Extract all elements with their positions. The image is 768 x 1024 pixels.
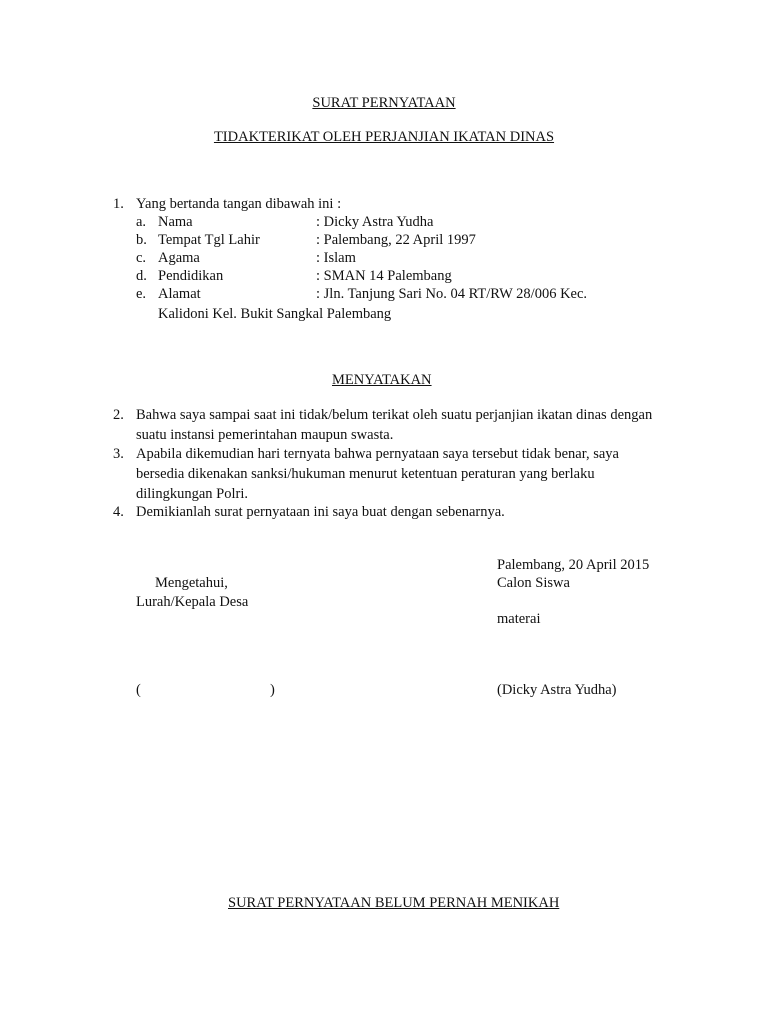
statement-number: 4. <box>113 504 124 520</box>
statement-line: bersedia dikenakan sanksi/hukuman menurut ketentuan peraturan yang berlaku <box>136 466 595 482</box>
village-head-label: Lurah/Kepala Desa <box>136 594 249 610</box>
field-value-birth: : Palembang, 22 April 1997 <box>316 232 476 248</box>
field-value-nama: : Dicky Astra Yudha <box>316 214 434 230</box>
place-date: Palembang, 20 April 2015 <box>497 557 650 573</box>
statement-line: Bahwa saya sampai saat ini tidak/belum terikat oleh suatu perjanjian ikatan dinas dengan <box>136 407 653 423</box>
left-signature-close: ) <box>270 682 275 698</box>
statement-line: dilingkungan Polri. <box>136 486 248 502</box>
field-letter: a. <box>136 214 147 230</box>
field-letter: d. <box>136 268 147 284</box>
next-document-title: SURAT PERNYATAAN BELUM PERNAH MENIKAH <box>228 895 560 911</box>
field-label-nama: Nama <box>158 214 193 230</box>
field-letter: c. <box>136 250 147 266</box>
stamp-label: materai <box>497 611 541 627</box>
address-continued: Kalidoni Kel. Bukit Sangkal Palembang <box>158 306 392 322</box>
acknowledged-label: Mengetahui, <box>155 575 228 591</box>
document-subtitle: TIDAKTERIKAT OLEH PERJANJIAN IKATAN DINAS <box>213 129 555 145</box>
declaration-heading: MENYATAKAN <box>332 372 432 388</box>
statement-line: Apabila dikemudian hari ternyata bahwa pernyataan saya tersebut tidak benar, saya <box>136 446 619 462</box>
intro-number: 1. <box>113 196 124 212</box>
field-label-address: Alamat <box>158 286 201 302</box>
statement-line: suatu instansi pemerintahan maupun swasta. <box>136 427 394 443</box>
field-letter: e. <box>136 286 147 302</box>
field-label-religion: Agama <box>158 250 200 266</box>
statement-number: 3. <box>113 446 124 462</box>
document-title: SURAT PERNYATAAN <box>312 95 456 111</box>
candidate-name: (Dicky Astra Yudha) <box>497 682 617 698</box>
field-letter: b. <box>136 232 147 248</box>
left-signature-open: ( <box>136 682 141 698</box>
statement-number: 2. <box>113 407 124 423</box>
candidate-label: Calon Siswa <box>497 575 570 591</box>
intro-text: Yang bertanda tangan dibawah ini : <box>136 196 342 212</box>
field-value-address: : Jln. Tanjung Sari No. 04 RT/RW 28/006 Kec. <box>316 286 588 302</box>
field-label-birth: Tempat Tgl Lahir <box>158 232 260 248</box>
field-label-education: Pendidikan <box>158 268 224 284</box>
statement-line: Demikianlah surat pernyataan ini saya buat dengan sebenarnya. <box>136 504 505 520</box>
field-value-education: : SMAN 14 Palembang <box>316 268 452 284</box>
field-value-religion: : Islam <box>316 250 356 266</box>
